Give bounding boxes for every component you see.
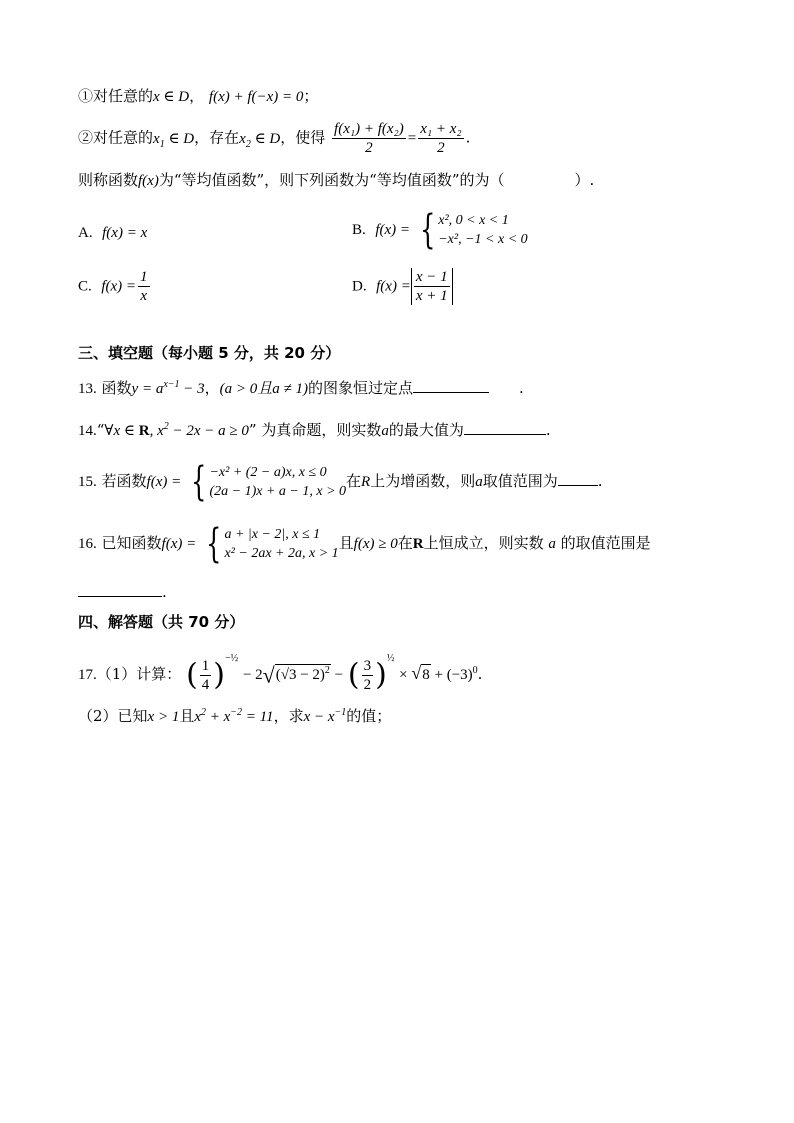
question-16: 16. 已知函数f(x) = { a + |x − 2|, x ≤ 1 x² − 2ax + 2a, x > 1 且f(x) ≥ 0在R上恒成立，则实数 a 的取值范围是 <box>78 521 651 567</box>
option-d[interactable]: D. f(x) = $\frac{x - 1}{x + 1}$ <box>352 268 453 305</box>
answer-blank-16[interactable] <box>78 595 162 597</box>
question-17-part-1: 17.（1）计算： ( $\frac{1}{4}$ )$^{-\frac{1}{2}} - 2√(√3 - 2)^2$ − ( $\frac{3}{2}$ )$^{\frac{1}{2}} \times √8 + (-3)^0$. <box>78 652 483 693</box>
section-4-title: 四、解答题（共 70 分） <box>78 613 245 631</box>
option-a[interactable]: A. f(x) = x <box>78 225 148 241</box>
condition-1: ①对任意的x ∈ D， f(x) + f(−x) = 0； <box>78 87 319 105</box>
answer-blank-15[interactable] <box>558 484 598 486</box>
question-15: 15. 若函数f(x) = { −x² + (2 − a)x, x ≤ 0 (2a − 1)x + a − 1, x > 0 在R上为增函数，则a取值范围为 . <box>78 459 603 505</box>
question-14: 14.“∀x ∈ R, $x^2 - 2x - a \ge 0$” 为真命题，则实数a的最大值为 . <box>78 421 551 439</box>
math-odd-condition: f(x) + f(−x) = 0 <box>208 89 304 105</box>
option-b[interactable]: B. f(x) = { x², 0 < x < 1 −x², −1 < x < 0 <box>352 207 528 253</box>
answer-blank-13[interactable] <box>413 391 489 393</box>
answer-blank-14[interactable] <box>464 433 546 435</box>
section-3-title: 三、填空题（每小题 5 分，共 20 分） <box>78 344 341 362</box>
question-16-blank-line: . <box>78 582 167 602</box>
option-c[interactable]: C. f(x) = $\frac{1}{x}$ <box>78 269 148 304</box>
intro-line: 则称函数f(x)为“等均值函数”，则下列函数为“等均值函数”的为（ ）. <box>78 171 595 189</box>
fraction-lhs: $\frac{\text{f(x₁) + f(x₂)}}{2}$ <box>334 121 404 156</box>
fraction-rhs: $\frac{\text{x₁ + x₂}}{2}$ <box>420 121 462 156</box>
question-17-part-2: （2）已知x > 1且$x^2 + x^{-2} = 11$，求$x - x^{-1}$的值； <box>78 707 392 725</box>
math-x-in-d: x ∈ D <box>153 89 190 105</box>
question-13: 13. 函数$y = a^{x-1} - 3$，(a > 0且a ≠ 1)的图象恒过定点 . <box>78 379 524 397</box>
condition-2: ②对任意的$x_1$ ∈ D，存在$x_2$ ∈ D，使得 $\frac{\text{f(x₁) + f(x₂)}}{2}$ = $\frac{\text{x₁ + x₂}}{2}$ . <box>78 121 471 156</box>
